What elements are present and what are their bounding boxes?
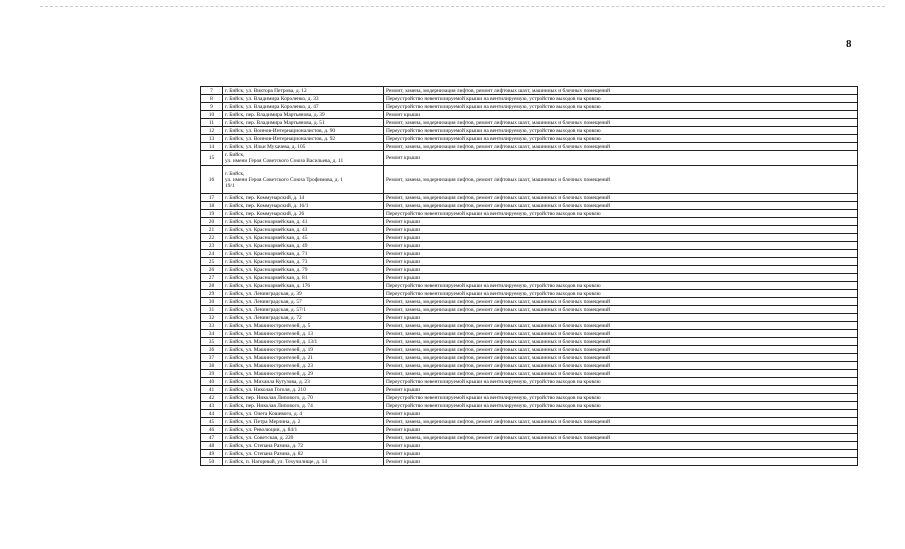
work-type-cell: Ремонт крыши: [384, 314, 858, 322]
address-cell: г. Бийск, пер. Владимира Мартьянова, д. 39: [223, 111, 384, 119]
table-row: [201, 370, 858, 378]
page-number: 8: [846, 38, 852, 50]
table-row: [201, 218, 858, 226]
table-row: [201, 442, 858, 450]
table-row: [201, 378, 858, 386]
table-row: [201, 314, 858, 322]
work-type-cell: Переустройство невентилируемой крыши на вентилируемую, устройство выходов на кровлю: [384, 378, 858, 386]
table-row: [201, 258, 858, 266]
address-cell: г. Бийск, пер. Николая Липового, д. 74: [223, 402, 384, 410]
work-type-cell: Ремонт крыши: [384, 242, 858, 250]
row-number-cell: 35: [201, 338, 223, 346]
work-type-cell: Ремонт крыши: [384, 274, 858, 282]
work-type-cell: Ремонт крыши: [384, 410, 858, 418]
address-cell: г. Бийск, ул. Ленинградская, д. 57: [223, 298, 384, 306]
row-number-cell: 10: [201, 111, 223, 119]
address-cell: г. Бийск, пер. Коммунарский, д. 16/1: [223, 202, 384, 210]
row-number-cell: 46: [201, 426, 223, 434]
address-cell: г. Бийск, ул. Революции, д. 84/1: [223, 426, 384, 434]
table-row: [201, 135, 858, 143]
work-type-cell: Ремонт, замена, модернизация лифтов, ремонт лифтовых шахт, машинных и блочных помещений: [384, 202, 858, 210]
work-type-cell: Ремонт, замена, модернизация лифтов, ремонт лифтовых шахт, машинных и блочных помещений: [384, 166, 858, 194]
table-row: [201, 119, 858, 127]
row-number-cell: 42: [201, 394, 223, 402]
address-cell: г. Бийск, ул. Красноармейская, д. 79: [223, 266, 384, 274]
table-row: [201, 450, 858, 458]
work-type-cell: Ремонт, замена, модернизация лифтов, ремонт лифтовых шахт, машинных и блочных помещений: [384, 370, 858, 378]
row-number-cell: 38: [201, 362, 223, 370]
row-number-cell: 17: [201, 194, 223, 202]
row-number-cell: 28: [201, 282, 223, 290]
work-type-cell: Ремонт крыши: [384, 386, 858, 394]
table-row: [201, 242, 858, 250]
address-cell: г. Бийск, ул. Владимира Короленко, д. 47: [223, 103, 384, 111]
address-cell: г. Бийск, ул. Степана Разина, д. 72: [223, 442, 384, 450]
row-number-cell: 41: [201, 386, 223, 394]
address-cell: г. Бийск, пер. Коммунарский, д. 26: [223, 210, 384, 218]
address-cell: г. Бийск, ул. Николая Гоголя, д. 210: [223, 386, 384, 394]
table-row: [201, 434, 858, 442]
address-cell: г. Бийск, ул. Красноармейская, д. 43: [223, 226, 384, 234]
work-type-cell: Ремонт крыши: [384, 250, 858, 258]
row-number-cell: 30: [201, 298, 223, 306]
address-cell: г. Бийск, ул. Виктора Петрова, д. 12: [223, 87, 384, 95]
address-cell: г. Бийск, пер. Владимира Мартьянова, д. 51: [223, 119, 384, 127]
row-number-cell: 34: [201, 330, 223, 338]
address-cell: г. Бийск, ул. Воинов-Интернационалистов, д. 90: [223, 127, 384, 135]
address-cell: г. Бийск, ул. Красноармейская, д. 81: [223, 274, 384, 282]
table-row: [201, 87, 858, 95]
row-number-cell: 50: [201, 458, 223, 466]
address-cell: г. Бийск, ул. Красноармейская, д. 45: [223, 234, 384, 242]
table-row: [201, 402, 858, 410]
address-cell: г. Бийск, п. Нагорный, ул. Техучилище, д. 14: [223, 458, 384, 466]
table-row: [201, 394, 858, 402]
work-type-cell: Ремонт, замена, модернизация лифтов, ремонт лифтовых шахт, машинных и блочных помещений: [384, 418, 858, 426]
address-cell: г. Бийск, ул. Красноармейская, д. 73: [223, 258, 384, 266]
table-row: [201, 103, 858, 111]
table-row: [201, 274, 858, 282]
table-row: [201, 210, 858, 218]
work-type-cell: Ремонт крыши: [384, 458, 858, 466]
row-number-cell: 31: [201, 306, 223, 314]
work-type-cell: Ремонт, замена, модернизация лифтов, ремонт лифтовых шахт, машинных и блочных помещений: [384, 306, 858, 314]
work-type-cell: Переустройство невентилируемой крыши на вентилируемую, устройство выходов на кровлю: [384, 95, 858, 103]
row-number-cell: 37: [201, 354, 223, 362]
row-number-cell: 27: [201, 274, 223, 282]
table-row: [201, 338, 858, 346]
work-type-cell: Ремонт крыши: [384, 111, 858, 119]
address-cell: г. Бийск, ул. имени Героя Советского Союза Трофимова, д. 1 19/1: [223, 166, 384, 194]
row-number-cell: 16: [201, 166, 223, 194]
table-row: [201, 95, 858, 103]
table-row: [201, 111, 858, 119]
work-type-cell: Ремонт, замена, модернизация лифтов, ремонт лифтовых шахт, машинных и блочных помещений: [384, 362, 858, 370]
table-row: [201, 266, 858, 274]
table-row: [201, 426, 858, 434]
table-row: [201, 362, 858, 370]
row-number-cell: 48: [201, 442, 223, 450]
address-cell: г. Бийск, ул. Машиностроителей, д. 21: [223, 354, 384, 362]
work-type-cell: Переустройство невентилируемой крыши на вентилируемую, устройство выходов на кровлю: [384, 103, 858, 111]
address-cell: г. Бийск, ул. Машиностроителей, д. 23: [223, 362, 384, 370]
work-type-cell: Ремонт, замена, модернизация лифтов, ремонт лифтовых шахт, машинных и блочных помещений: [384, 87, 858, 95]
address-cell: г. Бийск, пер. Коммунарский, д. 14: [223, 194, 384, 202]
work-type-cell: Ремонт, замена, модернизация лифтов, ремонт лифтовых шахт, машинных и блочных помещений: [384, 143, 858, 151]
address-cell: г. Бийск, ул. Красноармейская, д. 71: [223, 250, 384, 258]
row-number-cell: 29: [201, 290, 223, 298]
table-row: [201, 458, 858, 466]
row-number-cell: 22: [201, 234, 223, 242]
row-number-cell: 12: [201, 127, 223, 135]
table-row: [201, 234, 858, 242]
table-row: [201, 226, 858, 234]
work-type-cell: Переустройство невентилируемой крыши на вентилируемую, устройство выходов на кровлю: [384, 127, 858, 135]
work-type-cell: Ремонт, замена, модернизация лифтов, ремонт лифтовых шахт, машинных и блочных помещений: [384, 194, 858, 202]
work-type-cell: Ремонт крыши: [384, 226, 858, 234]
repair-register-table: [200, 86, 858, 466]
row-number-cell: 39: [201, 370, 223, 378]
row-number-cell: 49: [201, 450, 223, 458]
address-cell: г. Бийск, ул. Ильи Мухачева, д. 105: [223, 143, 384, 151]
row-number-cell: 11: [201, 119, 223, 127]
row-number-cell: 26: [201, 266, 223, 274]
address-cell: г. Бийск, ул. Ленинградская, д. 57/1: [223, 306, 384, 314]
row-number-cell: 43: [201, 402, 223, 410]
address-cell: г. Бийск, ул. Машиностроителей, д. 19: [223, 346, 384, 354]
table-row: [201, 330, 858, 338]
table-row: [201, 298, 858, 306]
work-type-cell: Ремонт, замена, модернизация лифтов, ремонт лифтовых шахт, машинных и блочных помещений: [384, 322, 858, 330]
address-cell: г. Бийск, ул. Михаила Кутузова, д. 23: [223, 378, 384, 386]
table-row: [201, 386, 858, 394]
address-cell: г. Бийск, ул. Владимира Короленко, д. 33: [223, 95, 384, 103]
address-cell: г. Бийск, ул. Олега Кошевого, д. 4: [223, 410, 384, 418]
address-cell: г. Бийск, ул. Красноармейская, д. 49: [223, 242, 384, 250]
work-type-cell: Ремонт крыши: [384, 442, 858, 450]
row-number-cell: 24: [201, 250, 223, 258]
work-type-cell: Ремонт крыши: [384, 218, 858, 226]
work-type-cell: Ремонт, замена, модернизация лифтов, ремонт лифтовых шахт, машинных и блочных помещений: [384, 338, 858, 346]
table-row: [201, 250, 858, 258]
table-row: [201, 194, 858, 202]
table-row: [201, 322, 858, 330]
row-number-cell: 7: [201, 87, 223, 95]
address-cell: г. Бийск, ул. Машиностроителей, д. 13/1: [223, 338, 384, 346]
row-number-cell: 25: [201, 258, 223, 266]
row-number-cell: 44: [201, 410, 223, 418]
address-cell: г. Бийск, ул. Красноармейская, д. 41: [223, 218, 384, 226]
work-type-cell: Переустройство невентилируемой крыши на вентилируемую, устройство выходов на кровлю: [384, 290, 858, 298]
row-number-cell: 32: [201, 314, 223, 322]
table-row: [201, 290, 858, 298]
row-number-cell: 13: [201, 135, 223, 143]
address-cell: г. Бийск, ул. Красноармейская, д. 176: [223, 282, 384, 290]
work-type-cell: Ремонт крыши: [384, 450, 858, 458]
work-type-cell: Ремонт, замена, модернизация лифтов, ремонт лифтовых шахт, машинных и блочных помещений: [384, 119, 858, 127]
row-number-cell: 19: [201, 210, 223, 218]
work-type-cell: Ремонт, замена, модернизация лифтов, ремонт лифтовых шахт, машинных и блочных помещений: [384, 434, 858, 442]
work-type-cell: Ремонт крыши: [384, 266, 858, 274]
row-number-cell: 45: [201, 418, 223, 426]
work-type-cell: Ремонт крыши: [384, 426, 858, 434]
address-cell: г. Бийск, ул. имени Героя Советского Союза Васильева, д. 11: [223, 151, 384, 166]
address-cell: г. Бийск, ул. Степана Разина, д. 82: [223, 450, 384, 458]
address-cell: г. Бийск, ул. Машиностроителей, д. 13: [223, 330, 384, 338]
table-row: [201, 151, 858, 166]
table-row: [201, 354, 858, 362]
table-row: [201, 127, 858, 135]
address-cell: г. Бийск, ул. Воинов-Интернационалистов, д. 92: [223, 135, 384, 143]
row-number-cell: 47: [201, 434, 223, 442]
address-cell: г. Бийск, ул. Петра Мерлина, д. 2: [223, 418, 384, 426]
table-row: [201, 166, 858, 194]
row-number-cell: 23: [201, 242, 223, 250]
table-row: [201, 306, 858, 314]
work-type-cell: Переустройство невентилируемой крыши на вентилируемую, устройство выходов на кровлю: [384, 210, 858, 218]
work-type-cell: Ремонт, замена, модернизация лифтов, ремонт лифтовых шахт, машинных и блочных помещений: [384, 346, 858, 354]
work-type-cell: Ремонт, замена, модернизация лифтов, ремонт лифтовых шахт, машинных и блочных помещений: [384, 354, 858, 362]
table-row: [201, 282, 858, 290]
row-number-cell: 18: [201, 202, 223, 210]
work-type-cell: Ремонт крыши: [384, 234, 858, 242]
row-number-cell: 33: [201, 322, 223, 330]
scan-edge-line: [40, 6, 885, 7]
work-type-cell: Переустройство невентилируемой крыши на вентилируемую, устройство выходов на кровлю: [384, 282, 858, 290]
row-number-cell: 40: [201, 378, 223, 386]
row-number-cell: 21: [201, 226, 223, 234]
table-row: [201, 418, 858, 426]
table-row: [201, 410, 858, 418]
row-number-cell: 8: [201, 95, 223, 103]
work-type-cell: Переустройство невентилируемой крыши на вентилируемую, устройство выходов на кровлю: [384, 135, 858, 143]
work-type-cell: Ремонт крыши: [384, 258, 858, 266]
work-type-cell: Переустройство невентилируемой крыши на вентилируемую, устройство выходов на кровлю: [384, 394, 858, 402]
address-cell: г. Бийск, ул. Ленинградская, д. 72: [223, 314, 384, 322]
address-cell: г. Бийск, ул. Советская, д. 220: [223, 434, 384, 442]
row-number-cell: 36: [201, 346, 223, 354]
repair-register-body: [201, 87, 858, 466]
table-row: [201, 346, 858, 354]
row-number-cell: 20: [201, 218, 223, 226]
work-type-cell: Ремонт, замена, модернизация лифтов, ремонт лифтовых шахт, машинных и блочных помещений: [384, 298, 858, 306]
address-cell: г. Бийск, ул. Ленинградская, д. 39: [223, 290, 384, 298]
address-cell: г. Бийск, ул. Машиностроителей, д. 29: [223, 370, 384, 378]
table-row: [201, 202, 858, 210]
row-number-cell: 9: [201, 103, 223, 111]
work-type-cell: Ремонт крыши: [384, 151, 858, 166]
address-cell: г. Бийск, пер. Николая Липового, д. 70: [223, 394, 384, 402]
address-cell: г. Бийск, ул. Машиностроителей, д. 5: [223, 322, 384, 330]
row-number-cell: 15: [201, 151, 223, 166]
work-type-cell: Ремонт, замена, модернизация лифтов, ремонт лифтовых шахт, машинных и блочных помещений: [384, 330, 858, 338]
row-number-cell: 14: [201, 143, 223, 151]
work-type-cell: Переустройство невентилируемой крыши на вентилируемую, устройство выходов на кровлю: [384, 402, 858, 410]
table-row: [201, 143, 858, 151]
